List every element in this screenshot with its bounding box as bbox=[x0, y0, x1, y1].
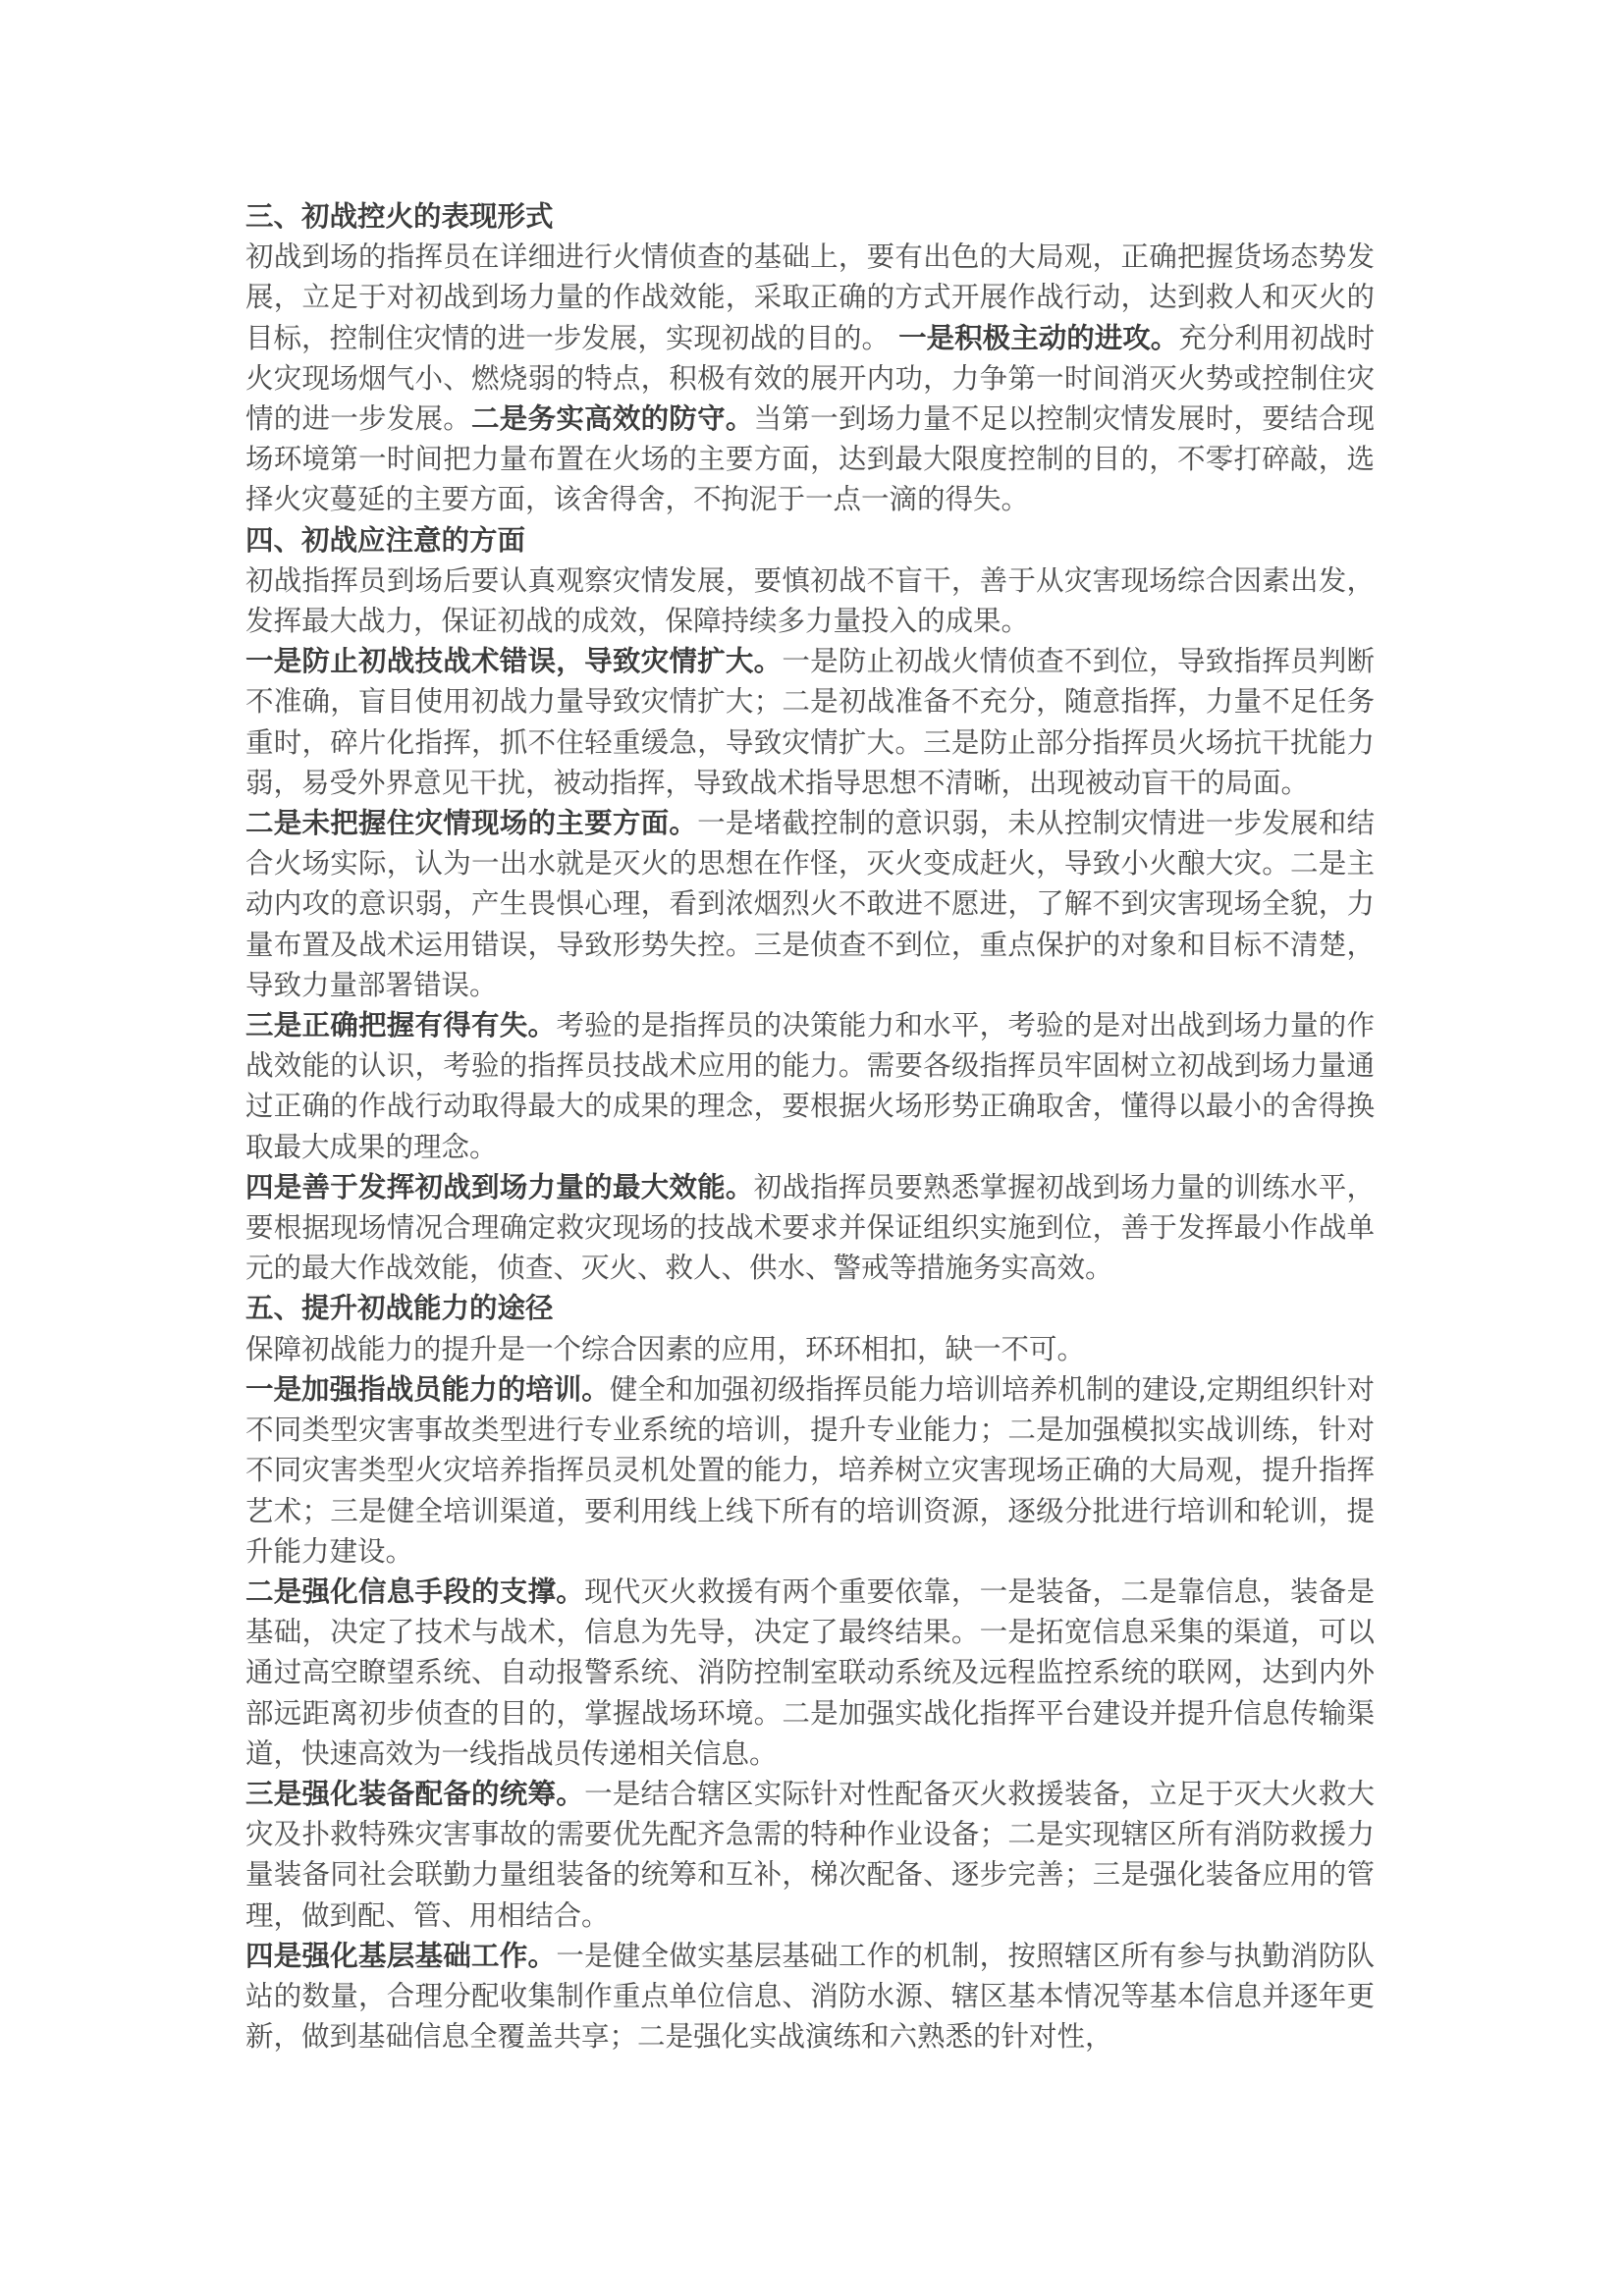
paragraph-text: 一是结合辖区实际针对性配备灭火救援装备，立足于灭大火救大灾及扑救特殊灾害事故的需要优先配齐急需的特种作业设备；二是实现辖区所有消防救援力量装备同社会联勤力量组装备的统筹和互补，梯次配备、逐步完善；三是强化装备应用的管理，做到配、管、用相结合。 bbox=[245, 1777, 1375, 1932]
paragraph bbox=[245, 1572, 1375, 1774]
section-4-heading: 四、初战应注意的方面 bbox=[245, 523, 526, 557]
bold-lead: 三是正确把握有得有失。 bbox=[245, 1009, 557, 1042]
paragraph bbox=[245, 641, 1375, 803]
paragraph bbox=[245, 803, 1375, 1005]
paragraph-text: 考验的是指挥员的决策能力和水平，考验的是对出战到场力量的作战效能的认识，考验的指挥员技战术应用的能力。需要各级指挥员牢固树立初战到场力量通过正确的作战行动取得最大的成果的理念，要根据火场形势正确取舍，懂得以最小的舍得换取最大成果的理念。 bbox=[245, 1009, 1375, 1163]
paragraph bbox=[245, 561, 1375, 641]
paragraph-text: 初战到场的指挥员在详细进行火情侦查的基础上，要有出色的大局观，正确把握货场态势发展，立足于对初战到场力量的作战效能，采取正确的方式开展作战行动，达到救人和灭火的目标，控制住灾情的进一步发展，实现初战的目的。 bbox=[245, 240, 1375, 354]
bold-lead: 二是务实高效的防守。 bbox=[471, 402, 754, 436]
section-heading bbox=[245, 196, 1375, 237]
paragraph bbox=[245, 1005, 1375, 1167]
section-heading bbox=[245, 1288, 1375, 1328]
bold-lead: 一是积极主动的进攻。 bbox=[898, 321, 1179, 354]
paragraph-text: 初战指挥员要熟悉掌握初战到场力量的训练水平，要根据现场情况合理确定救灾现场的技战术要求并保证组织实施到位，善于发挥最小作战单元的最大作战效能，侦查、灭火、救人、供水、警戒等措施务实高效。 bbox=[245, 1170, 1375, 1285]
bold-lead: 二是强化信息手段的支撑。 bbox=[245, 1575, 585, 1608]
paragraph-text: 一是堵截控制的意识弱，未从控制灾情进一步发展和结合火场实际，认为一出水就是灭火的思想在作怪，灭火变成赶火，导致小火酿大灾。二是主动内攻的意识弱，产生畏惧心理，看到浓烟烈火不敢进不愿进，了解不到灾害现场全貌，力量布置及战术运用错误，导致形势失控。三是侦查不到位，重点保护的对象和目标不清楚，导致力量部署错误。 bbox=[245, 807, 1375, 1001]
paragraph-text: 现代灭火救援有两个重要依靠，一是装备，二是靠信息，装备是基础，决定了技术与战术，信息为先导，决定了最终结果。一是拓宽信息采集的渠道，可以通过高空瞭望系统、自动报警系统、消防控制室联动系统及远程监控系统的联网，达到内外部远距离初步侦查的目的，掌握战场环境。二是加强实战化指挥平台建设并提升信息传输渠道，快速高效为一线指战员传递相关信息。 bbox=[245, 1575, 1375, 1770]
bold-lead: 四是善于发挥初战到场力量的最大效能。 bbox=[245, 1170, 754, 1203]
bold-lead: 一是防止初战技战术错误，导致灾情扩大。 bbox=[245, 645, 783, 678]
paragraph-text: 健全和加强初级指挥员能力培训培养机制的建设,定期组织针对不同类型灾害事故类型进行专业系统的培训，提升专业能力；二是加强模拟实战训练，针对不同灾害类型火灾培养指挥员灵机处置的能力，培养树立灾害现场正确的大局观，提升指挥艺术；三是健全培训渠道，要利用线上线下所有的培训资源，逐级分批进行培训和轮训，提升能力建设。 bbox=[245, 1372, 1375, 1568]
bold-lead: 一是加强指战员能力的培训。 bbox=[245, 1372, 610, 1406]
paragraph-text: 一是防止初战火情侦查不到位，导致指挥员判断不准确，盲目使用初战力量导致灾情扩大；二是初战准备不充分，随意指挥，力量不足任务重时，碎片化指挥，抓不住轻重缓急，导致灾情扩大。三是防止部分指挥员火场抗干扰能力弱，易受外界意见干扰，被动指挥，导致战术指导思想不清晰，出现被动盲干的局面。 bbox=[245, 645, 1375, 799]
paragraph bbox=[245, 1167, 1375, 1289]
paragraph bbox=[245, 1936, 1375, 2057]
paragraph bbox=[245, 1774, 1375, 1936]
section-heading bbox=[245, 520, 1375, 561]
bold-lead: 四是强化基层基础工作。 bbox=[245, 1939, 557, 1972]
document-page bbox=[245, 196, 1375, 2056]
bold-lead: 二是未把握住灾情现场的主要方面。 bbox=[245, 807, 698, 840]
section-3-heading: 三、初战控火的表现形式 bbox=[245, 200, 554, 233]
paragraph-text: 保障初战能力的提升是一个综合因素的应用，环环相扣，缺一不可。 bbox=[245, 1332, 1086, 1365]
section-5-heading: 五、提升初战能力的途径 bbox=[245, 1292, 554, 1325]
paragraph bbox=[245, 1369, 1375, 1572]
paragraph bbox=[245, 237, 1375, 519]
paragraph-text: 初战指挥员到场后要认真观察灾情发展，要慎初战不盲干，善于从灾害现场综合因素出发，发挥最大战力，保证初战的成效，保障持续多力量投入的成果。 bbox=[245, 563, 1375, 638]
paragraph-text: 一是健全做实基层基础工作的机制，按照辖区所有参与执勤消防队站的数量，合理分配收集制作重点单位信息、消防水源、辖区基本情况等基本信息并逐年更新，做到基础信息全覆盖共享；二是强化实战演练和六熟悉的针对性， bbox=[245, 1939, 1375, 2054]
bold-lead: 三是强化装备配备的统筹。 bbox=[245, 1777, 585, 1810]
paragraph-text: 当第一到场力量不足以控制灾情发展时，要结合现场环境第一时间把力量布置在火场的主要方面，达到最大限度控制的目的，不零打碎敲，选择火灾蔓延的主要方面，该舍得舍，不拘泥于一点一滴的得失。 bbox=[245, 402, 1375, 516]
paragraph-text: 充分利用初战时火灾现场烟气小、燃烧弱的特点，积极有效的展开内功，力争第一时间消灭火势或控制住灾情的进一步发展。 bbox=[245, 321, 1375, 436]
paragraph bbox=[245, 1329, 1375, 1369]
